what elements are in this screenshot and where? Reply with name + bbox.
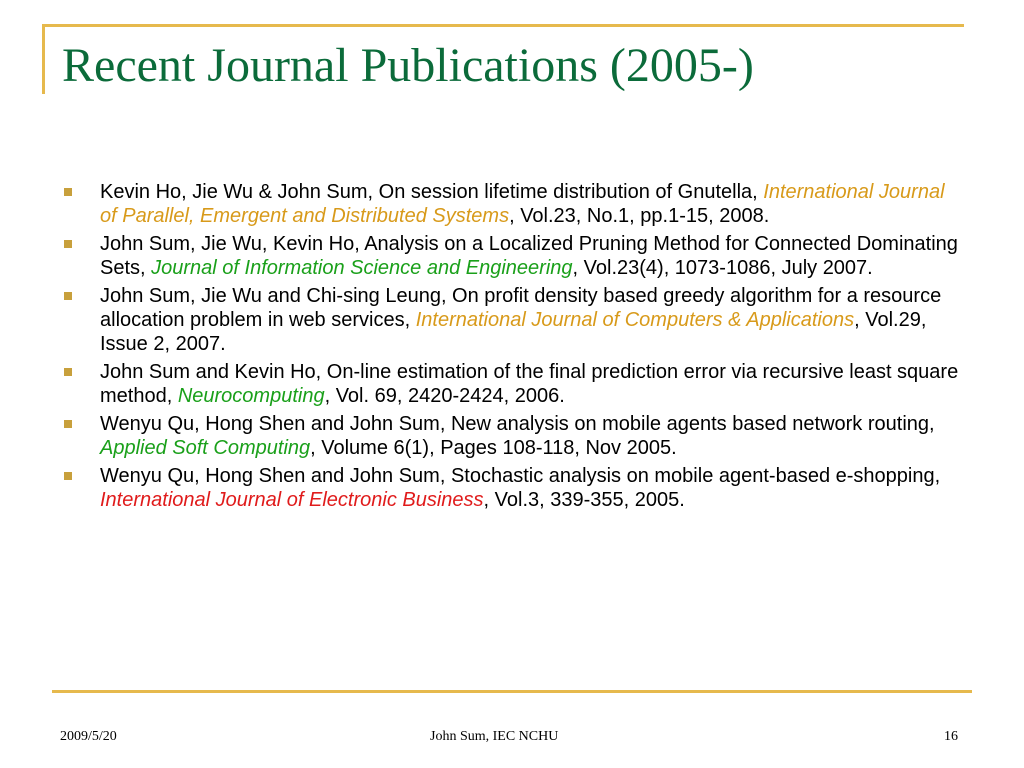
publication-authors-title: Wenyu Qu, Hong Shen and John Sum, Stochastic analysis on mobile agent-based e-shopping, <box>100 465 941 487</box>
publication-details: , Volume 6(1), Pages 108-118, Nov 2005. <box>310 437 677 459</box>
square-bullet-icon <box>64 368 72 376</box>
publication-details: , Vol. 69, 2420-2424, 2006. <box>324 385 565 407</box>
publication-item <box>62 232 962 280</box>
publication-journal: Neurocomputing <box>177 385 325 407</box>
footer-date: 2009/5/20 <box>60 729 117 744</box>
publication-authors-title: John Sum, Jie Wu and Chi-sing Leung, On profit density based greedy algorithm for a resource allocation problem in web services, <box>100 285 942 331</box>
publication-item <box>62 180 962 228</box>
square-bullet-icon <box>64 240 72 248</box>
publication-list <box>62 180 962 516</box>
square-bullet-icon <box>64 292 72 300</box>
publication-journal: Journal of Information Science and Engineering <box>151 257 573 279</box>
publication-authors-title: John Sum, Jie Wu, Kevin Ho, Analysis on a Localized Pruning Method for Connected Dominating Sets, <box>100 233 958 279</box>
square-bullet-icon <box>64 188 72 196</box>
publication-details: , Vol.23, No.1, pp.1-15, 2008. <box>509 205 770 227</box>
publication-item <box>62 360 962 408</box>
publication-item <box>62 284 962 356</box>
publication-journal: International Journal of Parallel, Emergent and Distributed Systems <box>100 181 945 227</box>
publication-authors-title: Wenyu Qu, Hong Shen and John Sum, New analysis on mobile agents based network routing, <box>100 413 935 435</box>
footer-rule <box>52 690 972 693</box>
publication-journal: International Journal of Electronic Business <box>100 489 484 511</box>
slide-frame-left-rule <box>42 24 45 94</box>
publication-details: , Vol.29, Issue 2, 2007. <box>100 309 927 355</box>
publication-item <box>62 464 962 512</box>
footer-page-number: 16 <box>944 729 958 744</box>
publication-authors-title: Kevin Ho, Jie Wu & John Sum, On session lifetime distribution of Gnutella, <box>100 181 764 203</box>
publication-journal: Applied Soft Computing <box>100 437 311 459</box>
slide-title: Recent Journal Publications (2005-) <box>62 39 754 92</box>
publication-item <box>62 412 962 460</box>
square-bullet-icon <box>64 472 72 480</box>
publication-details: , Vol.3, 339-355, 2005. <box>483 489 685 511</box>
footer-author: John Sum, IEC NCHU <box>430 729 559 744</box>
publication-journal: International Journal of Computers & Applications <box>415 309 855 331</box>
slide-frame-top-rule <box>42 24 964 27</box>
publication-details: , Vol.23(4), 1073-1086, July 2007. <box>572 257 873 279</box>
publication-authors-title: John Sum and Kevin Ho, On-line estimation of the final prediction error via recursive least square method, <box>100 361 959 407</box>
square-bullet-icon <box>64 420 72 428</box>
